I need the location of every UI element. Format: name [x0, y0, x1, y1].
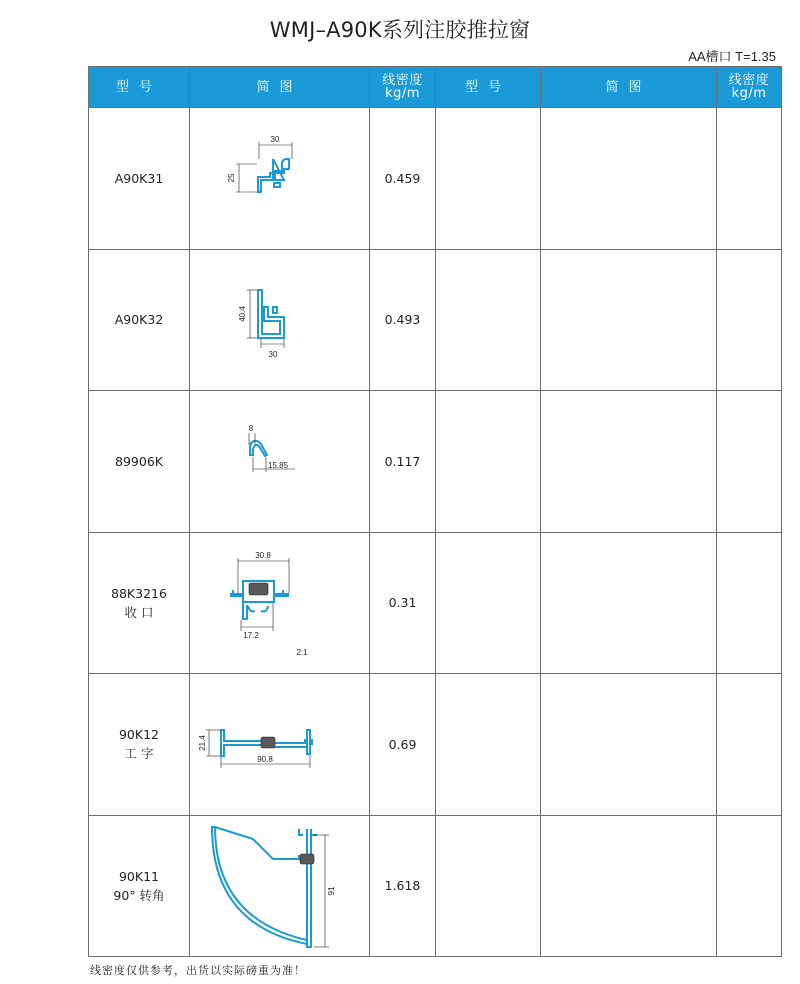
- model-name: 89906K: [115, 453, 163, 469]
- dim-height: 40.4: [237, 305, 247, 322]
- header-density-label-right: 线密度: [728, 73, 770, 88]
- empty-cell: [436, 391, 541, 533]
- model-cell: [89, 674, 190, 816]
- model-cell: [89, 249, 190, 391]
- model-subname: 90° 转角: [113, 887, 165, 903]
- dim-width: 30.8: [254, 550, 271, 560]
- header-density: [370, 67, 436, 108]
- table-row: [89, 391, 782, 533]
- page-subtitle: AA槽口 T=1.35: [688, 49, 776, 64]
- empty-cell: [541, 108, 717, 250]
- dim-height: 21.4: [197, 735, 207, 752]
- dim-inner: 17.2: [242, 630, 259, 640]
- density-cell: 0.459: [370, 108, 436, 250]
- density-cell: 0.69: [370, 674, 436, 816]
- sketch-cell: [190, 674, 370, 816]
- header-sketch-right: 简图: [541, 67, 717, 108]
- model-name: A90K31: [114, 170, 164, 186]
- density-cell: 1.618: [370, 815, 436, 957]
- header-model: 型号: [89, 67, 190, 108]
- model-name: 90K12: [118, 727, 159, 743]
- table-row: [89, 674, 782, 816]
- sketch-cell: [190, 249, 370, 391]
- profile-drawing-90k12: [195, 694, 365, 794]
- empty-cell: [717, 391, 782, 533]
- dim-height: 25: [226, 173, 236, 183]
- model-cell: [89, 391, 190, 533]
- dim-width: 30: [268, 349, 277, 359]
- density-cell: 0.493: [370, 249, 436, 391]
- model-cell: [89, 108, 190, 250]
- dim-height: 91: [326, 886, 336, 896]
- empty-cell: [541, 815, 717, 957]
- profile-drawing-a90k31: [195, 128, 365, 228]
- spec-table: [88, 66, 782, 957]
- empty-cell: [717, 108, 782, 250]
- empty-cell: [436, 108, 541, 250]
- profile-drawing-89906k: [195, 411, 365, 511]
- model-subname: 工 字: [124, 746, 154, 762]
- empty-cell: [541, 249, 717, 391]
- footnote: 线密度仅供参考，出货以实际磅重为准！: [90, 964, 306, 977]
- density-cell: 0.31: [370, 532, 436, 674]
- empty-cell: [717, 815, 782, 957]
- dim-width: 15.85: [267, 461, 288, 471]
- empty-cell: [717, 532, 782, 674]
- dim-width: 30: [270, 135, 279, 145]
- model-name: 88K3216: [111, 585, 167, 601]
- scale-label: 2:1: [295, 647, 308, 657]
- header-model-right: 型号: [436, 67, 541, 108]
- profile-drawing-90k11: [195, 821, 365, 951]
- header-density-right: [717, 67, 782, 108]
- table-row: [89, 249, 782, 391]
- model-cell: [89, 815, 190, 957]
- empty-cell: [436, 815, 541, 957]
- table-header-row: [89, 67, 782, 108]
- sketch-cell: [190, 391, 370, 533]
- empty-cell: [541, 532, 717, 674]
- empty-cell: [717, 674, 782, 816]
- header-density-unit-right: kg/m: [731, 86, 767, 101]
- empty-cell: [436, 674, 541, 816]
- dim-height: 8: [248, 424, 253, 434]
- header-density-unit: kg/m: [385, 86, 420, 101]
- table-row: [89, 108, 782, 250]
- header-sketch: 简图: [190, 67, 370, 108]
- page-title: WMJ–A90K系列注胶推拉窗: [269, 18, 531, 42]
- empty-cell: [436, 249, 541, 391]
- table-row: [89, 532, 782, 674]
- dim-width: 90.8: [256, 755, 273, 765]
- model-subname: 收 口: [124, 604, 154, 620]
- sketch-cell: [190, 108, 370, 250]
- model-name: 90K11: [118, 868, 159, 884]
- profile-drawing-a90k32: [195, 270, 365, 370]
- density-cell: 0.117: [370, 391, 436, 533]
- model-cell: [89, 532, 190, 674]
- sketch-cell: [190, 532, 370, 674]
- model-name: A90K32: [114, 312, 164, 328]
- sketch-cell: [190, 815, 370, 957]
- table-row: [89, 815, 782, 957]
- empty-cell: [541, 391, 717, 533]
- empty-cell: [717, 249, 782, 391]
- profile-drawing-88k3216: [195, 543, 365, 663]
- empty-cell: [436, 532, 541, 674]
- header-density-label: 线密度: [382, 73, 423, 88]
- empty-cell: [541, 674, 717, 816]
